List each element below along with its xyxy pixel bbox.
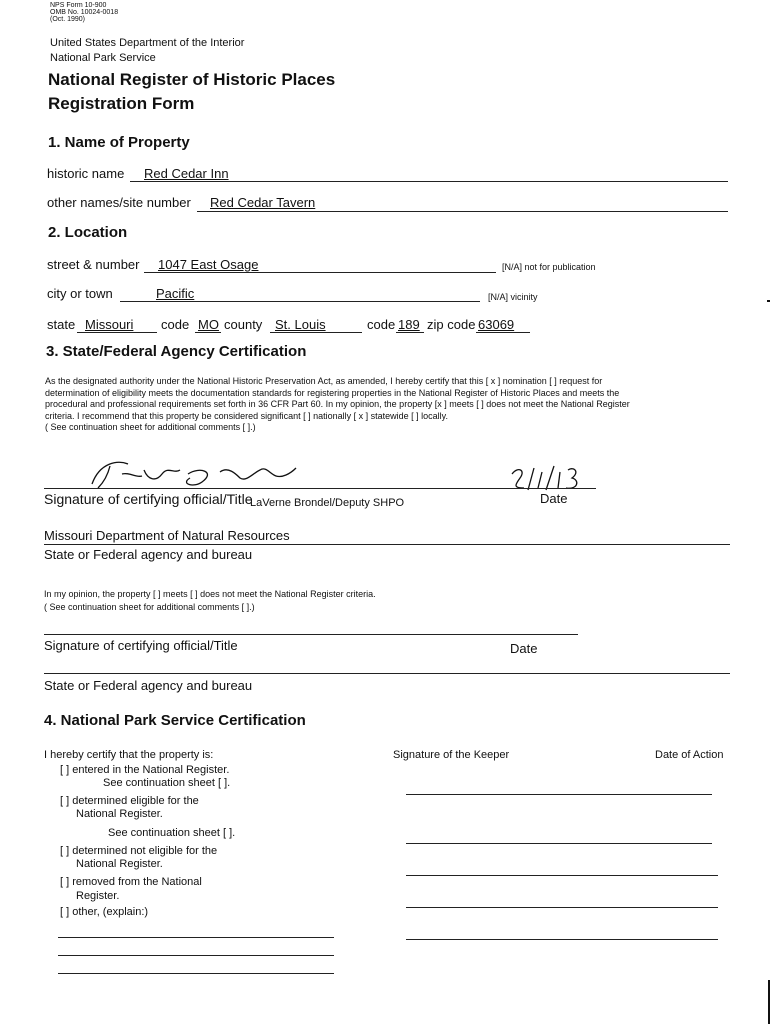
opinion-line-1: In my opinion, the property [ ] meets [ ] does not meet the National Register criteria. <box>44 589 376 599</box>
zip-line <box>476 332 530 333</box>
section1-heading: 1. Name of Property <box>48 134 190 151</box>
vicinity: [N/A] vicinity <box>488 292 538 302</box>
status-not-eligible-cont: National Register. <box>76 858 163 870</box>
county-code-line <box>396 332 424 333</box>
state-label: state <box>47 317 76 332</box>
keeper-signature-line[interactable] <box>406 907 718 908</box>
signer-name-title: LaVerne Brondel/Deputy SHPO <box>250 497 405 509</box>
state-code-label: code <box>161 317 190 332</box>
paragraph-line: criteria. I recommend that this property be considered significant [ ] nationally [ x ] statewide [ ] locally. <box>45 410 449 421</box>
street-value[interactable]: 1047 East Osage <box>158 257 259 272</box>
historic-name-label: historic name <box>47 166 125 181</box>
other-names-value[interactable]: Red Cedar Tavern <box>210 195 316 210</box>
other-names-label: other names/site number <box>47 195 191 210</box>
state-code-value[interactable]: MO <box>198 317 219 332</box>
historic-name-line <box>130 181 728 182</box>
county-line <box>270 332 362 333</box>
state-code-line <box>195 332 221 333</box>
continuation-sheet-1: See continuation sheet [ ]. <box>103 777 231 789</box>
date-of-action-label: Date of Action <box>655 749 724 761</box>
city-line <box>120 301 480 302</box>
keeper-signature-line[interactable] <box>406 794 712 795</box>
date-label: Date <box>540 491 568 506</box>
keeper-label: Signature of the Keeper <box>393 749 510 761</box>
signature-line <box>44 488 596 489</box>
paragraph-line: ( See continuation sheet for additional comments [ ].) <box>45 422 256 432</box>
page-title: National Register of Historic Places <box>48 70 336 89</box>
not-for-publication: [N/A] not for publication <box>502 262 596 272</box>
certification-paragraph <box>45 376 745 434</box>
opinion-line-2: ( See continuation sheet for additional comments [ ].) <box>44 602 255 612</box>
status-removed[interactable]: [ ] removed from the National <box>60 876 202 888</box>
paragraph-line: As the designated authority under the National Historic Preservation Act, as amended, I hereby certify that this [ x ] nomination [ ] request for <box>45 376 603 386</box>
signature-label-2: Signature of certifying official/Title <box>44 638 238 653</box>
handwritten-signature <box>70 452 330 492</box>
status-removed-cont: Register. <box>76 890 120 902</box>
explain-line[interactable] <box>58 973 334 974</box>
agency-value[interactable]: Missouri Department of Natural Resources <box>44 528 290 543</box>
continuation-sheet-2: See continuation sheet [ ]. <box>108 827 236 839</box>
keeper-signature-line[interactable] <box>406 939 718 940</box>
status-entered[interactable]: [ ] entered in the National Register. <box>60 764 230 776</box>
street-label: street & number <box>47 257 140 272</box>
keeper-signature-line[interactable] <box>406 875 718 876</box>
page-subtitle: Registration Form <box>48 94 195 113</box>
keeper-signature-line[interactable] <box>406 843 712 844</box>
section4-heading: 4. National Park Service Certification <box>44 712 306 729</box>
date-label-2: Date <box>510 641 538 656</box>
state-value[interactable]: Missouri <box>85 317 134 332</box>
agency-line1: United States Department of the Interior <box>50 37 245 49</box>
street-line <box>144 272 496 273</box>
county-label: county <box>224 317 263 332</box>
other-names-line <box>197 211 728 212</box>
certify-label: I hereby certify that the property is: <box>44 749 214 761</box>
zip-value[interactable]: 63069 <box>478 317 515 332</box>
form-date: (Oct. 1990) <box>50 16 86 23</box>
status-eligible[interactable]: [ ] determined eligible for the <box>60 795 199 807</box>
section3-heading: 3. State/Federal Agency Certification <box>46 343 307 360</box>
agency-label: State or Federal agency and bureau <box>44 547 253 562</box>
city-value[interactable]: Pacific <box>156 286 195 301</box>
paragraph-line: determination of eligibility meets the documentation standards for registering properties in the National Register of Historic Places and meets the <box>45 387 620 398</box>
zip-label: zip code <box>427 317 476 332</box>
agency-line2: National Park Service <box>50 52 156 64</box>
state-line <box>77 332 157 333</box>
county-code-value[interactable]: 189 <box>398 317 420 332</box>
form-number: NPS Form 10-900 <box>50 2 107 9</box>
signature-label: Signature of certifying official/Title <box>44 491 253 507</box>
historic-name-value[interactable]: Red Cedar Inn <box>144 166 229 181</box>
agency-line <box>44 544 730 545</box>
county-code-label: code <box>367 317 396 332</box>
agency-label-2: State or Federal agency and bureau <box>44 678 253 693</box>
city-label: city or town <box>47 286 113 301</box>
status-other[interactable]: [ ] other, (explain:) <box>60 906 149 918</box>
omb-number: OMB No. 10024-0018 <box>50 9 119 16</box>
status-eligible-cont: National Register. <box>76 808 163 820</box>
signature-line-2 <box>44 634 578 635</box>
county-value[interactable]: St. Louis <box>275 317 326 332</box>
agency-line-2 <box>44 673 730 674</box>
explain-line[interactable] <box>58 955 334 956</box>
paragraph-line: procedural and professional requirements set forth in 36 CFR Part 60. In my opinion, the property [x ] meets [ ] does not meet the National Register <box>45 399 630 409</box>
status-not-eligible[interactable]: [ ] determined not eligible for the <box>60 845 218 857</box>
explain-line[interactable] <box>58 937 334 938</box>
section2-heading: 2. Location <box>48 224 128 241</box>
